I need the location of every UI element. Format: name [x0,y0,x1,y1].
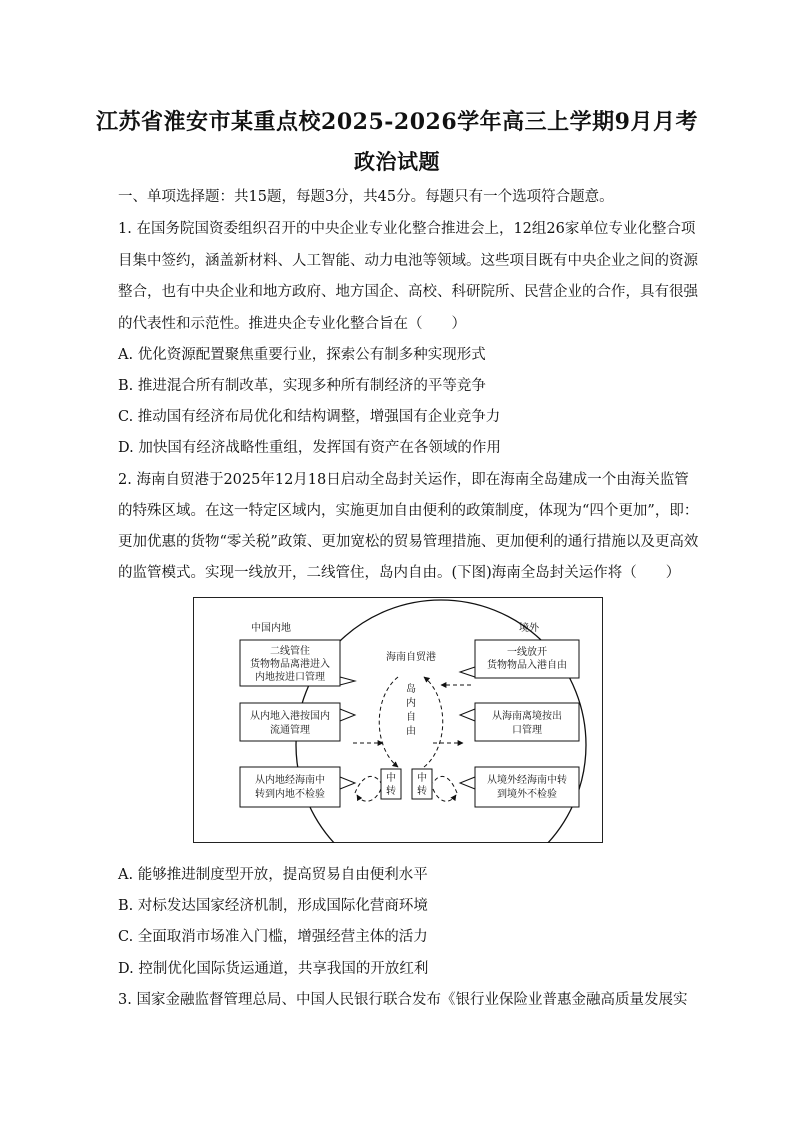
box-left-2-text: 流通管理 [270,725,310,736]
q3-line: 3. 国家金融监督管理总局、中国人民银行联合发布《银行业保险业普惠金融高质量发展实 [118,992,688,1008]
box-left-1-text: 内地按进口管理 [255,672,325,683]
svg-text:中: 中 [417,773,427,784]
label-abroad: 境外 [519,623,539,634]
box-left-3-text: 从内地经海南中 [255,775,325,786]
box-left-2-text: 从内地入港按国内 [250,711,330,722]
box-right-2-text: 口管理 [512,725,542,736]
q1-option-b: B. 推进混合所有制改革，实现多种所有制经济的平等竞争 [118,378,486,394]
island-char: 自 [406,712,416,723]
box-left-1-text: 二线管住 [270,646,310,657]
document-title: 江苏省淮安市某重点校2025-2026学年高三上学期9月月考 [96,109,698,135]
hainan-port-diagram [193,597,603,843]
box-left-3 [240,767,340,807]
box-right-3-text: 从境外经海南中转 [487,775,567,786]
section-header: 一、单项选择题：共15题，每题3分，共45分。每题只有一个选项符合题意。 [118,189,614,205]
q2-option-d: D. 控制优化国际货运通道，共享我国的开放红利 [118,961,429,977]
box-right-2-text: 从海南离境按出 [492,711,562,722]
island-char: 岛 [406,684,416,695]
q2-option-c: C. 全面取消市场准入门槛，增强经营主体的活力 [118,929,428,945]
q1-line: 1. 在国务院国资委组织召开的中央企业专业化整合推进会上，12组26家单位专业化整合项 [118,221,696,237]
q1-option-a: A. 优化资源配置聚焦重要行业，探索公有制多种实现形式 [118,347,486,363]
q2-line: 更加优惠的货物“零关税”政策、更加宽松的贸易管理措施、更加便利的通行措施以及更高效 [118,534,699,550]
box-left-3-text: 转到内地不检验 [255,789,325,800]
box-right-1 [475,640,579,678]
box-right-1-text: 货物物品入港自由 [487,660,567,671]
svg-text:转: 转 [386,786,396,797]
q2-option-a: A. 能够推进制度型开放，提高贸易自由便利水平 [118,867,428,883]
q1-line: 目集中签约，涵盖新材料、人工智能、动力电池等领域。这些项目既有中央企业之间的资源 [118,253,698,269]
q1-option-c: C. 推动国有经济布局优化和结构调整，增强国有企业竞争力 [118,409,501,425]
svg-text:转: 转 [417,786,427,797]
q1-line: 整合，也有中央企业和地方政府、地方国企、高校、科研院所、民营企业的合作，具有很强 [118,284,698,300]
q2-line: 的监管模式。实现一线放开，二线管住，岛内自由。(下图)海南全岛封关运作将（ ） [118,565,681,581]
svg-text:中: 中 [386,773,396,784]
box-right-3 [475,767,579,807]
label-mainland: 中国内地 [251,623,291,634]
island-char: 由 [406,726,416,737]
box-right-3-text: 到境外不检验 [497,789,557,800]
box-left-1-text: 货物物品离港进入 [250,659,330,670]
document-subtitle: 政治试题 [354,149,440,174]
box-right-1-text: 一线放开 [507,647,547,658]
q1-option-d: D. 加快国有经济战略性重组，发挥国有资产在各领域的作用 [118,440,501,456]
island-char: 内 [406,698,416,709]
q1-line: 的代表性和示范性。推进央企专业化整合旨在（ ） [118,316,466,332]
q2-line: 2. 海南自贸港于2025年12月18日启动全岛封关运作，即在海南全岛建成一个由海关监管 [118,472,689,488]
label-port: 海南自贸港 [386,652,436,663]
q2-line: 的特殊区域。在这一特定区域内，实施更加自由便利的政策制度，体现为“四个更加”，即： [118,503,699,519]
q2-option-b: B. 对标发达国家经济机制，形成国际化营商环境 [118,898,428,914]
